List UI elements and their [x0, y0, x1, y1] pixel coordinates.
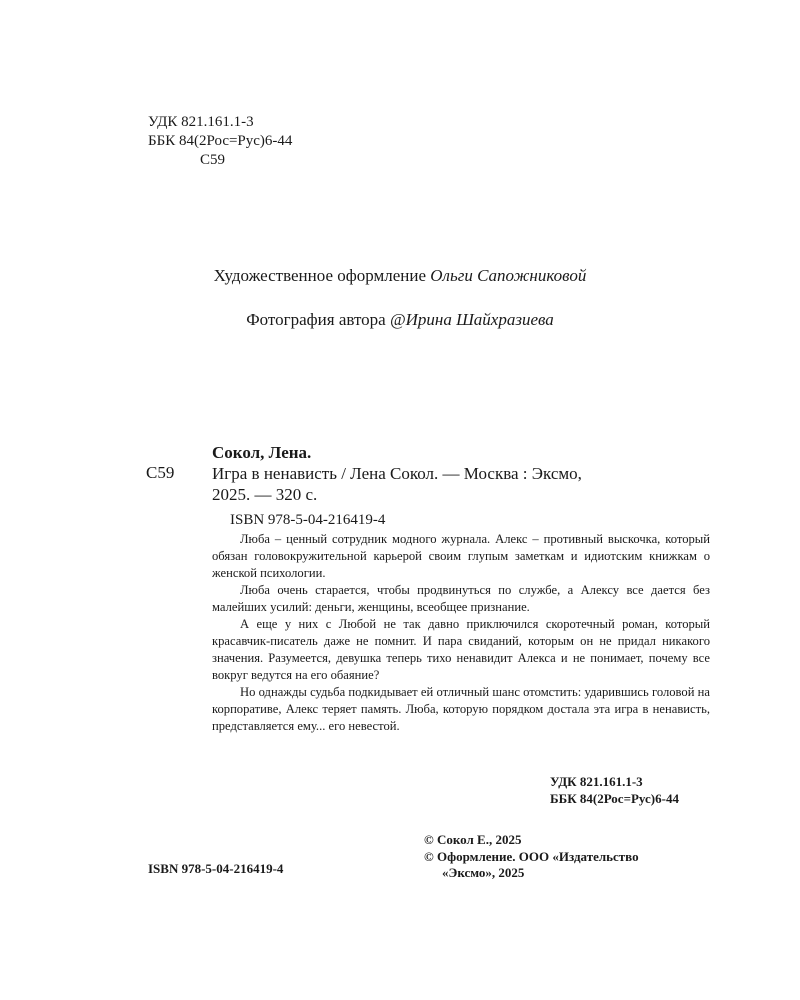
- bibliographic-description: [212, 463, 712, 505]
- isbn-entry: ISBN 978-5-04-216419-4: [230, 512, 386, 528]
- annotation-paragraph: Люба – ценный сотрудник модного журнала. Алекс – противный выскочка, который обязан головокружительной карьерой своим глупым заметкам и идиотским книжкам о женской психологии.: [212, 532, 710, 580]
- copyright-block: [424, 832, 639, 882]
- description-line-1: Игра в ненависть / Лена Сокол. — Москва : Эксмо,: [212, 464, 582, 483]
- copyright-author: © Сокол Е., 2025: [424, 832, 522, 847]
- description-line-2: 2025. — 320 с.: [212, 485, 318, 504]
- classification-codes: [148, 113, 292, 170]
- photo-credit: [0, 310, 800, 330]
- annotation-paragraph: Люба очень старается, чтобы продвинуться по службе, а Алексу все дается без малейших усилий: деньги, женщины, всеобщее признание.: [212, 583, 710, 614]
- annotation-paragraph: А еще у них с Любой не так давно приключился скоротечный роман, который красавчик-писатель даже не помнит. И пара свиданий, которым он не придал никакого значения. Разумеется, девушка теперь тихо ненавидит Алекса и не понимает, почему все вокруг ведутся на его обаяние?: [212, 617, 710, 682]
- isbn-bottom: ISBN 978-5-04-216419-4: [148, 861, 284, 876]
- photo-credit-label: Фотография автора: [246, 310, 386, 329]
- design-credit: [0, 266, 800, 286]
- author-mark: С59: [200, 152, 226, 168]
- bbk-code: ББК 84(2Рос=Рус)6-44: [148, 133, 293, 149]
- photo-credit-name: @Ирина Шайхразиева: [389, 310, 554, 329]
- udk-code-bottom: УДК 821.161.1-3: [550, 774, 643, 789]
- author-heading: Сокол, Лена.: [212, 443, 312, 462]
- author-mark-margin: С59: [146, 463, 175, 482]
- udk-code: УДК 821.161.1-3: [148, 114, 254, 130]
- annotation-paragraph: Но однажды судьба подкидывает ей отличный шанс отомстить: ударившись головой на корпоративе, Алекс теряет память. Люба, которую порядком достала эта игра в ненависть, представляется ему... его невестой.: [212, 685, 710, 733]
- classification-codes-bottom: [550, 773, 679, 807]
- bbk-code-bottom: ББК 84(2Рос=Рус)6-44: [550, 791, 679, 806]
- annotation: [212, 531, 710, 735]
- copyright-design: © Оформление. ООО «Издательство: [424, 848, 639, 864]
- design-credit-name: Ольги Сапожниковой: [430, 266, 587, 285]
- design-credit-label: Художественное оформление: [213, 266, 427, 285]
- copyright-publisher: «Эксмо», 2025: [442, 865, 525, 880]
